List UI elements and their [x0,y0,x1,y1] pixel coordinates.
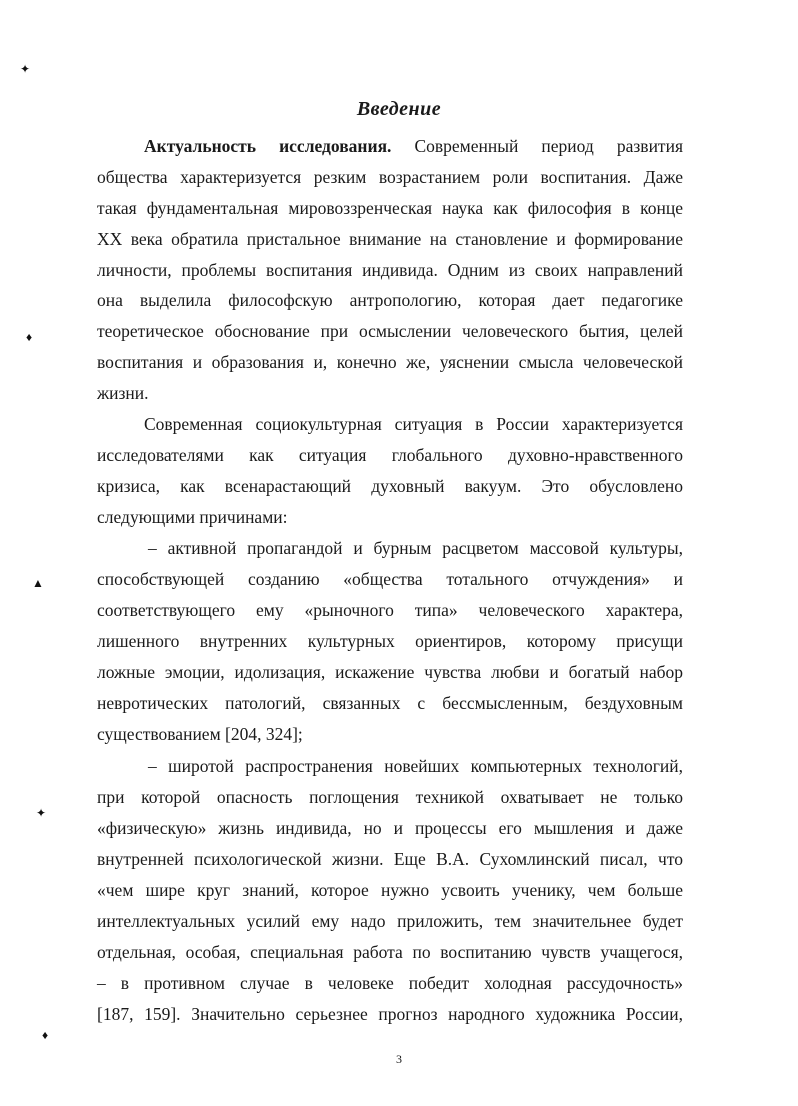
text-line: внутренней психологической жизни. Еще В.А. Сухомлинский писал, что [97,849,683,869]
page-number: 3 [396,1052,402,1066]
text-line: способствующей созданию «общества тотального отчуждения» и [97,569,683,589]
text-line: Современная социокультурная ситуация в России характеризуется [144,414,683,434]
text-line: – широтой распространения новейших компьютерных технологий, [148,756,683,776]
text-line: теоретическое обоснование при осмыслении человеческого бытия, целей [97,321,683,341]
text-line: жизни. [97,383,149,403]
text-line: отдельная, особая, специальная работа по воспитанию чувств учащегося, [97,942,683,962]
text-line: такая фундаментальная мировоззренческая наука как философия в конце [97,198,683,218]
text-line: существованием [204, 324]; [97,724,303,744]
text-line: «чем шире круг знаний, которое нужно усвоить ученику, чем больше [97,880,683,900]
text-line: общества характеризуется резким возрастанием роли воспитания. Даже [97,167,683,187]
scan-speck: ♦ [42,1028,49,1042]
scan-speck: ♦ [26,330,33,344]
text-line: интеллектуальных усилий ему надо приложить, тем значительнее будет [97,911,683,931]
text-line: ложные эмоции, идолизация, искажение чувства любви и богатый набор [97,662,683,682]
text-line: она выделила философскую антропологию, которая дает педагогике [97,290,683,310]
text-line: исследователями как ситуация глобального духовно-нравственного [97,445,683,465]
text-line: личности, проблемы воспитания индивида. Одним из своих направлений [97,260,683,280]
text-line: XX века обратила пристальное внимание на становление и формирование [97,229,683,249]
scan-speck: ✦ [20,62,31,76]
text-span: Современный период развития [414,136,683,156]
text-line: [187, 159]. Значительно серьезнее прогноз народного художника России, [97,1004,683,1024]
scan-speck: ▲ [32,576,44,590]
text-line: лишенного внутренних культурных ориентиров, которому присущи [97,631,683,651]
text-line: при которой опасность поглощения техникой охватывает не только [97,787,683,807]
text-line: – активной пропагандой и бурным расцветом массовой культуры, [148,538,683,558]
text-line [144,136,683,156]
text-line: соответствующего ему «рыночного типа» человеческого характера, [97,600,683,620]
text-line: следующими причинами: [97,507,288,527]
page-title: Введение [356,98,442,120]
text-line: кризиса, как всенарастающий духовный вакуум. Это обусловлено [97,476,683,496]
text-line: «физическую» жизнь индивида, но и процессы его мышления и даже [97,818,683,838]
scan-speck: ✦ [36,806,47,820]
text-line: – в противном случае в человеке победит холодная рассудочность» [97,973,683,993]
text-line: невротических патологий, связанных с бессмысленным, бездуховным [97,693,683,713]
lead-phrase: Актуальность исследования. [144,136,392,156]
text-line: воспитания и образования и, конечно же, уяснении смысла человеческой [97,352,683,372]
